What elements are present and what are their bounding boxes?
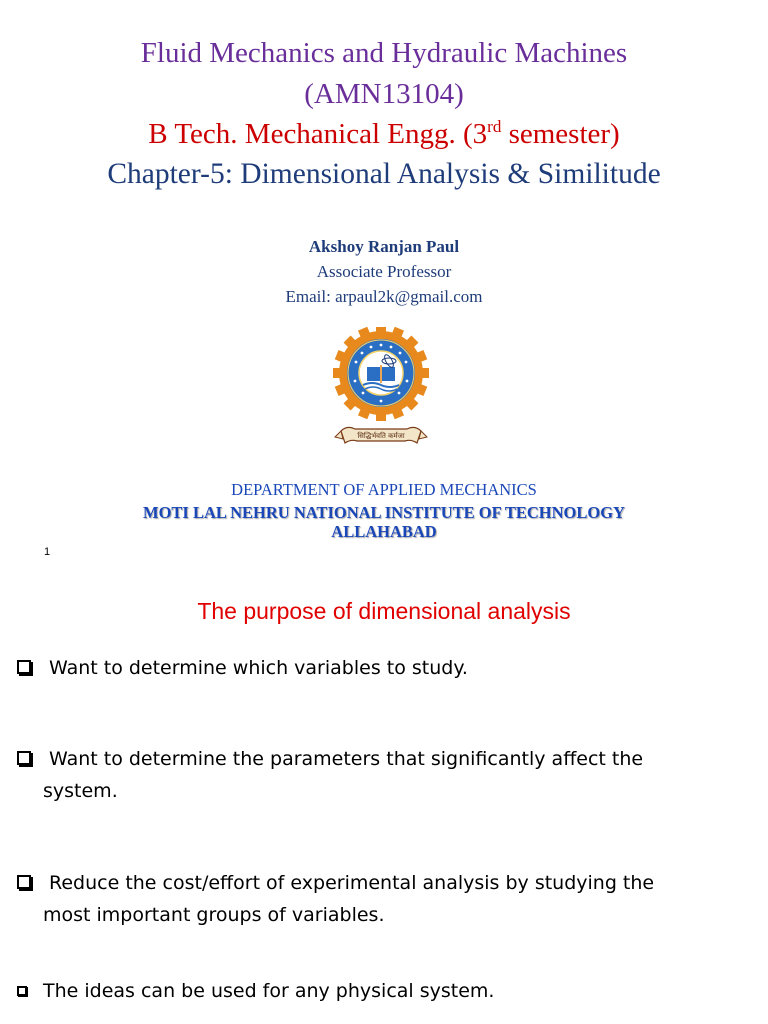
list-item: The ideas can be used for any physical system. <box>17 975 747 1007</box>
course-code: (AMN13104) <box>304 78 464 110</box>
checkbox-bullet-icon <box>17 660 31 674</box>
chapter-title: Chapter-5: Dimensional Analysis & Similitude <box>107 158 661 190</box>
checkbox-bullet-icon <box>17 986 27 996</box>
author-role: Associate Professor <box>316 262 452 281</box>
institute-name: MOTI LAL NEHRU NATIONAL INSTITUTE OF TECHNOLOGY <box>143 503 625 522</box>
slide-heading: The purpose of dimensional analysis <box>197 598 571 624</box>
checkbox-bullet-icon <box>17 751 31 765</box>
list-item: Want to determine the parameters that significantly affect the system. <box>17 743 747 807</box>
page-number: 1 <box>44 546 51 558</box>
checkbox-bullet-icon <box>17 875 31 889</box>
list-item: Want to determine which variables to study. <box>17 652 747 684</box>
institute-city: ALLAHABAD <box>331 522 437 541</box>
program-line: B Tech. Mechanical Engg. (3rd semester) <box>148 117 620 150</box>
author-email: Email: arpaul2k@gmail.com <box>285 287 483 306</box>
author-name: Akshoy Ranjan Paul <box>308 237 460 256</box>
logo-motto: सिद्धिर्भवति कर्मजा <box>357 432 405 440</box>
list-item: Reduce the cost/effort of experimental analysis by studying the most important groups of variables. <box>17 867 747 931</box>
department-name: DEPARTMENT OF APPLIED MECHANICS <box>231 480 537 499</box>
course-title: Fluid Mechanics and Hydraulic Machines <box>140 37 628 69</box>
institute-logo-icon <box>333 327 429 453</box>
